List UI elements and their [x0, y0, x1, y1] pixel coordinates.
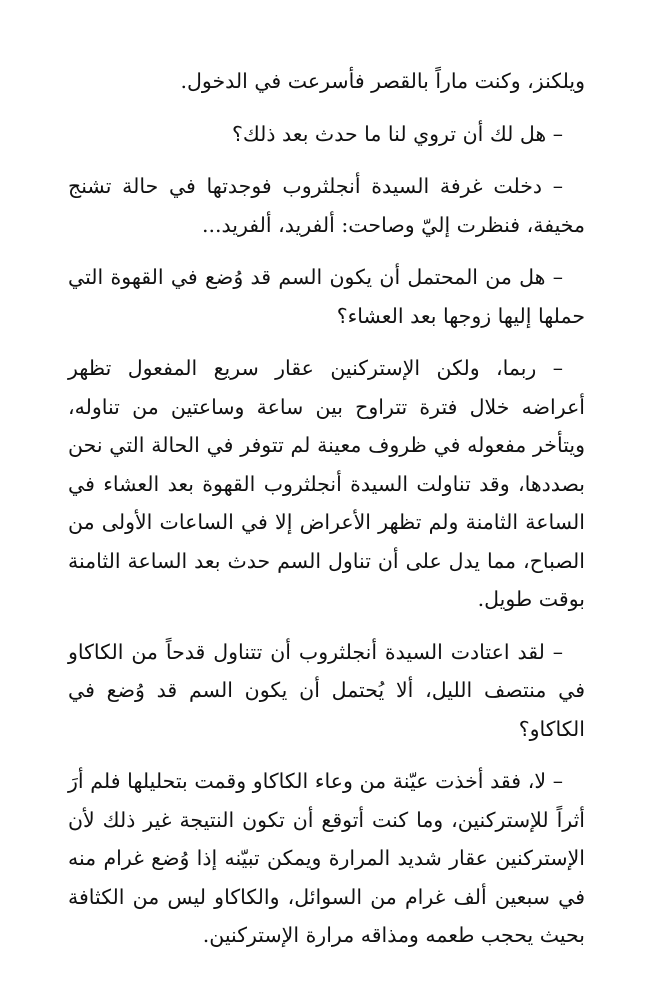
paragraph-question-after: – هل لك أن تروي لنا ما حدث بعد ذلك؟	[232, 121, 563, 146]
paragraph-question-cocoa: – لقد اعتادت السيدة أنجلثروب أن تتناول قدحاً من الكاكاو في منتصف الليل، ألا يُحتمل أن يكون السم قد وُضع في الكاكاو؟	[68, 639, 585, 741]
book-page	[68, 62, 585, 969]
paragraph-question-coffee: – هل من المحتمل أن يكون السم قد وُضع في القهوة التي حملها إليها زوجها بعد العشاء؟	[68, 265, 585, 328]
paragraph-strychnine-timing: – ربما، ولكن الإستركنين عقار سريع المفعول تظهر أعراضه خلال فترة تتراوح بين ساعة وساعتين من تناوله، ويتأخر مفعوله في ظروف معينة لم تتوفر في الحالة التي نحن بصددها، وقد تناولت السيدة أنجلثروب القهوة بعد العشاء في الساعة الثامنة ولم تظهر الأعراض إلا في الساعات الأولى من الصباح، مما يدل على أن تناول السم حدث بعد الساعة الثامنة بوقت طويل.	[68, 356, 585, 611]
paragraph-entered-room: – دخلت غرفة السيدة أنجلثروب فوجدتها في حالة تشنج مخيفة، فنظرت إليّ وصاحت: ألفريد، ألفريد...	[68, 174, 585, 237]
paragraph-cocoa-analysis: – لا، فقد أخذت عيّنة من وعاء الكاكاو وقمت بتحليلها فلم أرَ أثراً للإستركنين، وما كنت أتوقع أن تكون النتيجة غير ذلك لأن الإستركنين عقار شديد المرارة ويمكن تبيّنه إذا وُضع غرام منه في سبعين ألف غرام من السوائل، والكاكاو ليس من الكثافة بحيث يحجب طعمه ومذاقه مرارة الإستركنين.	[68, 769, 585, 947]
paragraph-continuation: ويلكنز، وكنت ماراً بالقصر فأسرعت في الدخول.	[180, 69, 585, 93]
